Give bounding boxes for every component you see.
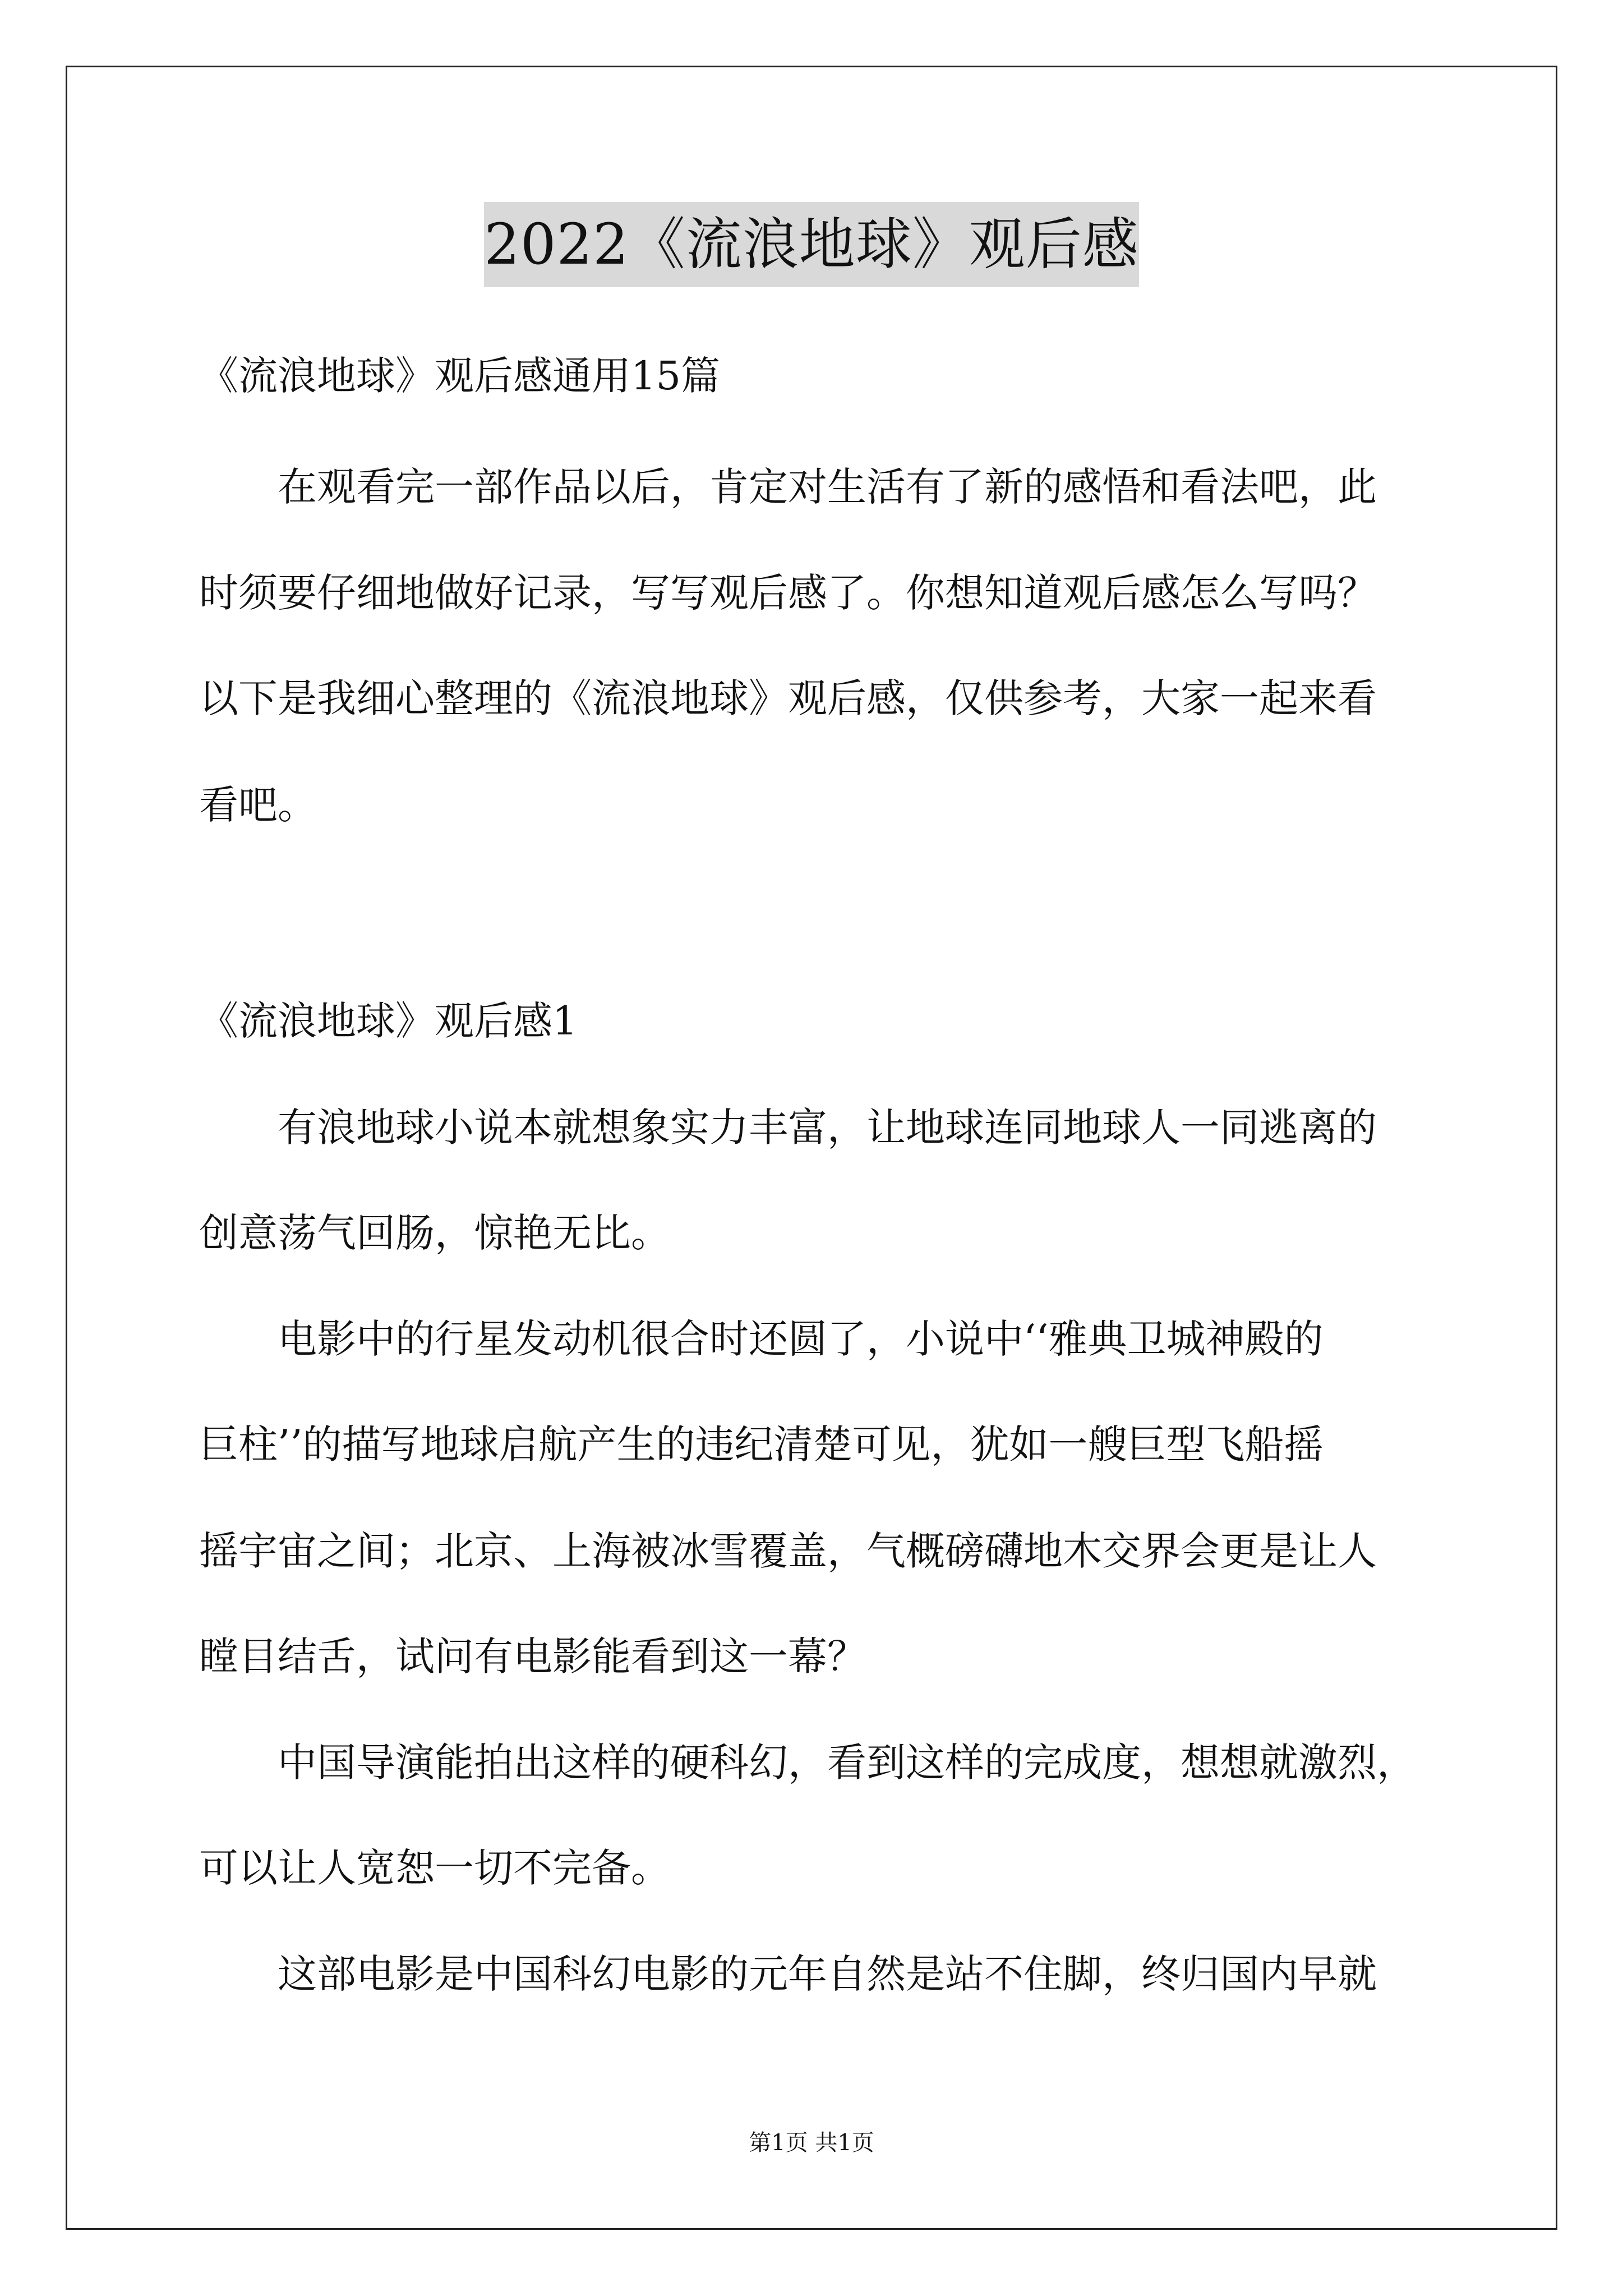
body-line: 可以让人宽恕一切不完备。: [199, 1845, 670, 1891]
body-line: 电影中的行星发动机很合时还圆了，小说中‘‘雅典卫城神殿的: [278, 1316, 1324, 1362]
document-title: 2022《流浪地球》观后感: [484, 202, 1139, 287]
body-line: 中国导演能拍出这样的硬科幻，看到这样的完成度，想想就激烈，: [278, 1740, 1416, 1786]
section-heading: 《流浪地球》观后感1: [199, 998, 578, 1044]
body-line: 巨柱’’的描写地球启航产生的违纪清楚可见，犹如一艘巨型飞船摇: [199, 1421, 1324, 1467]
document-subtitle: 《流浪地球》观后感通用15篇: [199, 353, 721, 399]
body-line: 这部电影是中国科幻电影的元年自然是站不住脚，终归国内早就: [278, 1951, 1377, 1997]
body-line: 有浪地球小说本就想象实力丰富，让地球连同地球人一同逃离的: [278, 1105, 1377, 1151]
intro-line: 时须要仔细地做好记录，写写观后感了。你想知道观后感怎么写吗？: [199, 570, 1377, 616]
intro-line: 在观看完一部作品以后，肯定对生活有了新的感悟和看法吧，此: [278, 464, 1377, 510]
title-container: [0, 202, 1623, 287]
intro-line: 以下是我细心整理的《流浪地球》观后感，仅供参考，大家一起来看: [199, 675, 1377, 721]
body-line: 瞠目结舌，试问有电影能看到这一幕？: [199, 1634, 866, 1680]
body-line: 创意荡气回肠，惊艳无比。: [199, 1210, 670, 1256]
intro-line: 看吧。: [199, 782, 317, 828]
body-line: 摇宇宙之间；北京、上海被冰雪覆盖，气概磅礴地木交界会更是让人: [199, 1528, 1377, 1574]
page-footer: 第1页 共1页: [749, 2130, 874, 2156]
